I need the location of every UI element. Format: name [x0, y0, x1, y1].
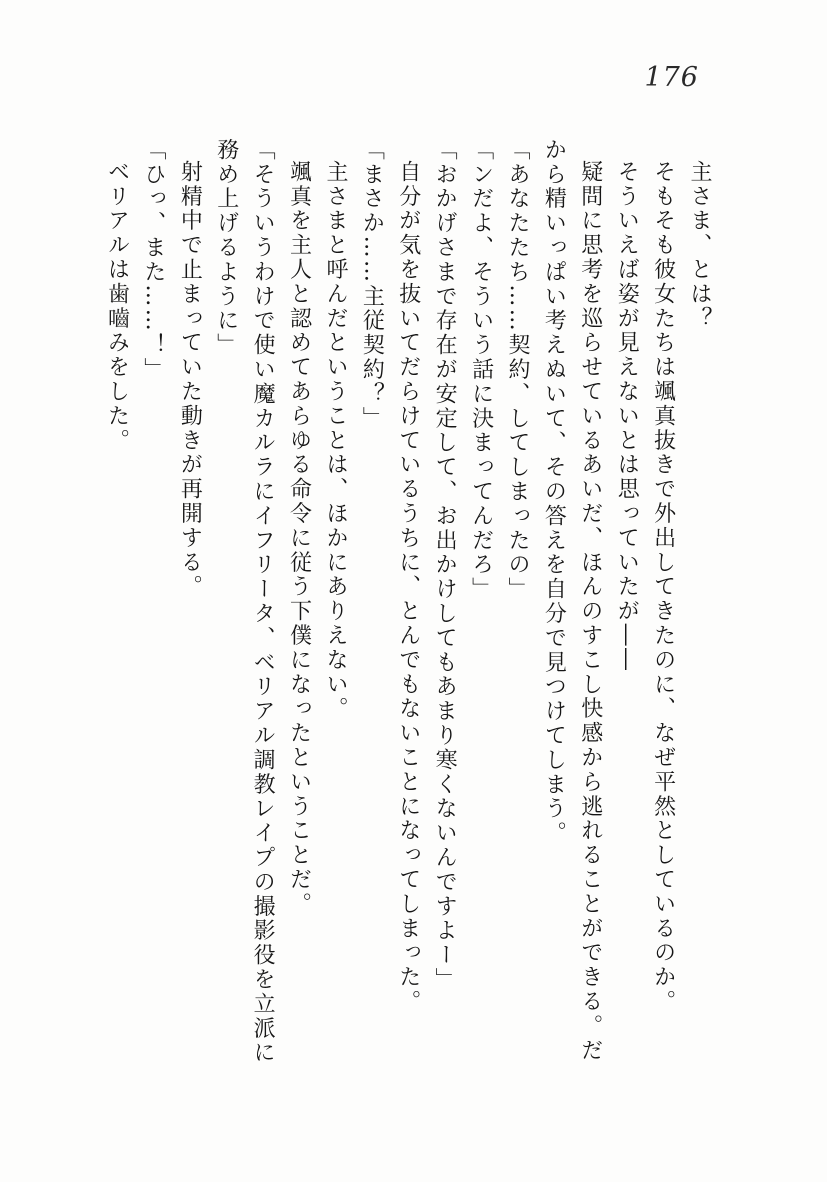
paragraph: 射精中で止まっていた動きが再開する。 [177, 160, 203, 600]
paragraph: 自分が気を抜いてだらけているうちに、とんでもないことになってしまった。 [395, 160, 421, 1014]
paragraph: ベリアルは歯嚙みをした。 [104, 160, 130, 453]
paragraph: 「そういうわけで使い魔カルラにイフリータ、ベリアル調教レイプの撮影役を立派に務め上げるように」 [213, 138, 276, 1066]
paragraph: そもそも彼女たちは颯真抜きで外出してきたのに、なぜ平然としているのか。 [650, 160, 676, 1014]
text-block [98, 138, 717, 1068]
page-number: 176 [644, 62, 699, 93]
paragraph: 「まさか……主従契約？」 [359, 138, 385, 431]
paragraph: 「おかげさまで存在が安定して、お出かけしてもあまり寒くないんですよー」 [432, 138, 458, 992]
paragraph: 主さま、とは？ [687, 160, 712, 331]
paragraph: 「ンだよ、そういう話に決まってんだろ」 [468, 138, 494, 602]
paragraph: そういえば姿が見えないとは思っていたが―― [614, 160, 640, 673]
paragraph: 「ひっ、また……！」 [140, 138, 166, 382]
paragraph: 「あなたたち……契約、してしまったの」 [504, 138, 530, 602]
paragraph: 主さまと呼んだということは、ほかにありえない。 [322, 160, 348, 722]
paragraph: 颯真を主人と認めてあらゆる命令に従う下僕になったということだ。 [286, 160, 312, 917]
paragraph: 疑問に思考を巡らせているあいだ、ほんのすこし快感から逃れることができる。だから精いっぱい考えぬいて、その答えを自分で見つけてしまう。 [541, 138, 603, 1063]
